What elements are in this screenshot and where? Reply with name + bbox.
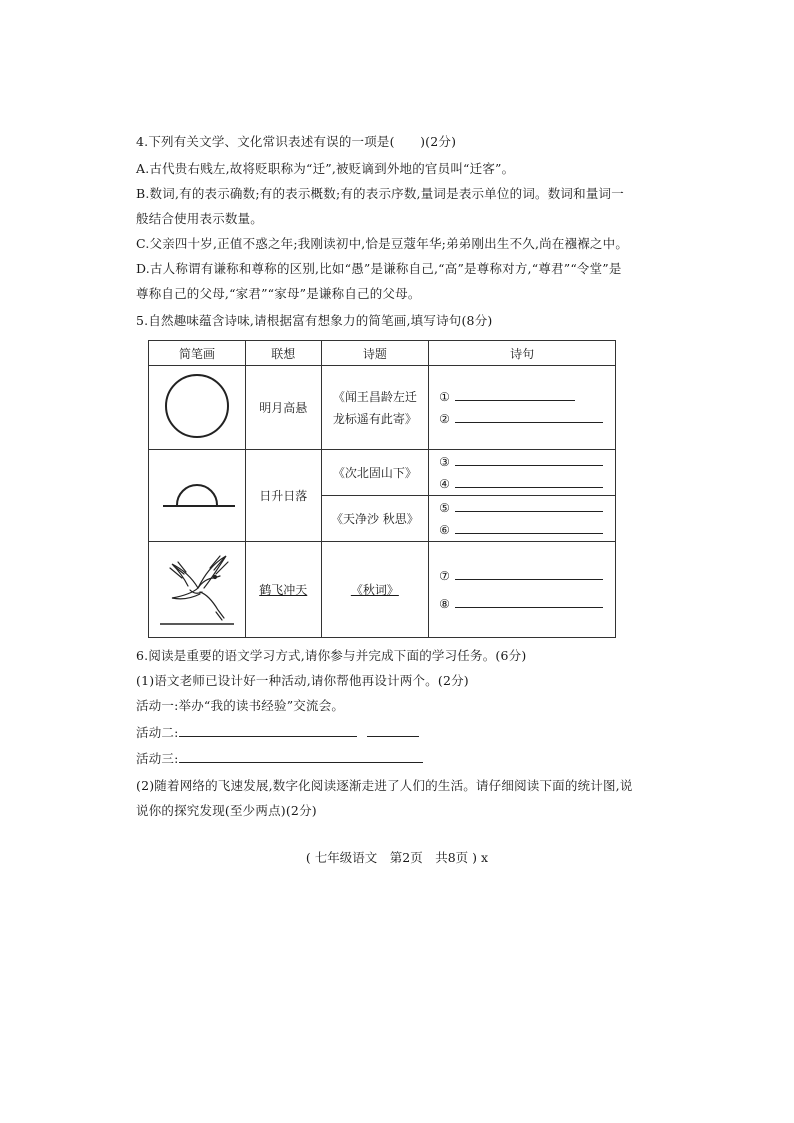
poem-title-1 bbox=[321, 366, 429, 450]
verse-line-3 bbox=[439, 451, 615, 473]
q4-option-d-line1: D.古人称谓有谦称和尊称的区别,比如“愚”是谦称自己,“高”是尊称对方,“尊君”“令堂”是 bbox=[136, 261, 622, 276]
header-verse: 诗句 bbox=[429, 341, 616, 366]
q6-part1: (1)语文老师已设计好一种活动,请你帮他再设计两个。(2分) bbox=[136, 673, 469, 688]
q4-option-d-line2: 尊称自己的父母,“家君”“家母”是谦称自己的父母。 bbox=[136, 286, 421, 301]
verse-number: ① bbox=[439, 389, 450, 404]
activity-two-blank[interactable] bbox=[179, 724, 357, 737]
sunrise-sketch bbox=[149, 450, 246, 542]
activity-three-line bbox=[136, 750, 423, 768]
activity-two-label: 活动二: bbox=[136, 725, 179, 740]
verse-number: ⑦ bbox=[439, 568, 450, 583]
poem-table bbox=[148, 340, 616, 638]
verse-number: ② bbox=[439, 411, 450, 426]
activity-two-blank-extra[interactable] bbox=[367, 724, 419, 737]
activity-two-line bbox=[136, 724, 419, 742]
poem-title-2: 《次北固山下》 bbox=[321, 450, 429, 496]
answer-blank-8[interactable] bbox=[455, 597, 603, 608]
q4-option-a: A.古代贵右贱左,故将贬职称为“迁”,被贬谪到外地的官员叫“迁客”。 bbox=[136, 161, 515, 176]
verse-line-6 bbox=[439, 519, 615, 541]
association-sun: 日升日落 bbox=[245, 450, 321, 542]
verse-line-8 bbox=[439, 593, 615, 615]
association-crane-text: 鹤飞冲天 bbox=[259, 583, 308, 597]
verse-number: ③ bbox=[439, 454, 450, 469]
association-moon: 明月高悬 bbox=[245, 366, 321, 450]
q6-part2-line2: 说你的探究发现(至少两点)(2分) bbox=[136, 803, 317, 818]
q4-option-c: C.父亲四十岁,正值不惑之年;我刚读初中,恰是豆蔻年华;弟弟刚出生不久,尚在襁褓之中。 bbox=[136, 236, 629, 251]
page-footer: ( 七年级语文 第2页 共8页 ) x bbox=[305, 850, 489, 865]
header-association: 联想 bbox=[245, 341, 321, 366]
header-sketch: 简笔画 bbox=[149, 341, 246, 366]
crane-sketch bbox=[149, 542, 246, 638]
poem-title-4-text: 《秋词》 bbox=[350, 583, 399, 597]
verse-cell-2 bbox=[429, 450, 616, 496]
verse-cell-3 bbox=[429, 496, 616, 542]
moon-sketch bbox=[149, 366, 246, 450]
activity-three-label: 活动三: bbox=[136, 751, 179, 766]
activity-three-blank[interactable] bbox=[179, 750, 423, 763]
verse-line-5 bbox=[439, 497, 615, 519]
poem-title-3: 《天净沙 秋思》 bbox=[321, 496, 429, 542]
verse-line-4 bbox=[439, 473, 615, 495]
answer-blank-5[interactable] bbox=[455, 501, 603, 512]
answer-blank-3[interactable] bbox=[455, 455, 603, 466]
answer-blank-2[interactable] bbox=[455, 412, 603, 423]
answer-blank-4[interactable] bbox=[455, 477, 603, 488]
q6-stem: 6.阅读是重要的语文学习方式,请你参与并完成下面的学习任务。(6分) bbox=[136, 648, 527, 663]
answer-blank-7[interactable] bbox=[455, 569, 603, 580]
association-crane bbox=[245, 542, 321, 638]
verse-cell-1 bbox=[429, 366, 616, 450]
q6-part2-line1: (2)随着网络的飞速发展,数字化阅读逐渐走进了人们的生活。请仔细阅读下面的统计图,说 bbox=[136, 778, 633, 793]
q4-option-b-line2: 般结合使用表示数量。 bbox=[136, 211, 264, 226]
verse-cell-4 bbox=[429, 542, 616, 638]
verse-number: ④ bbox=[439, 476, 450, 491]
verse-number: ⑧ bbox=[439, 596, 450, 611]
header-poem-title: 诗题 bbox=[321, 341, 429, 366]
poem-title-4 bbox=[321, 542, 429, 638]
verse-number: ⑥ bbox=[439, 522, 450, 537]
flying-crane-icon bbox=[154, 548, 240, 628]
verse-number: ⑤ bbox=[439, 500, 450, 515]
q4-stem: 4.下列有关文学、文化常识表述有误的一项是( )(2分) bbox=[136, 134, 457, 149]
q5-stem: 5.自然趣味蕴含诗味,请根据富有想象力的简笔画,填写诗句(8分) bbox=[136, 313, 493, 328]
answer-blank-6[interactable] bbox=[455, 523, 603, 534]
verse-line-2 bbox=[439, 408, 615, 430]
q4-option-b-line1: B.数词,有的表示确数;有的表示概数;有的表示序数,量词是表示单位的词。数词和量词一 bbox=[136, 186, 624, 201]
verse-line-1 bbox=[439, 386, 615, 408]
poem-title-text: 《闻王昌龄左迁龙标遥有此寄》 bbox=[332, 389, 417, 426]
activity-one: 活动一:举办“我的读书经验”交流会。 bbox=[136, 698, 345, 713]
full-moon-icon bbox=[157, 366, 237, 446]
verse-line-7 bbox=[439, 565, 615, 587]
answer-blank-1[interactable] bbox=[455, 390, 575, 401]
rising-sun-icon bbox=[155, 469, 239, 519]
